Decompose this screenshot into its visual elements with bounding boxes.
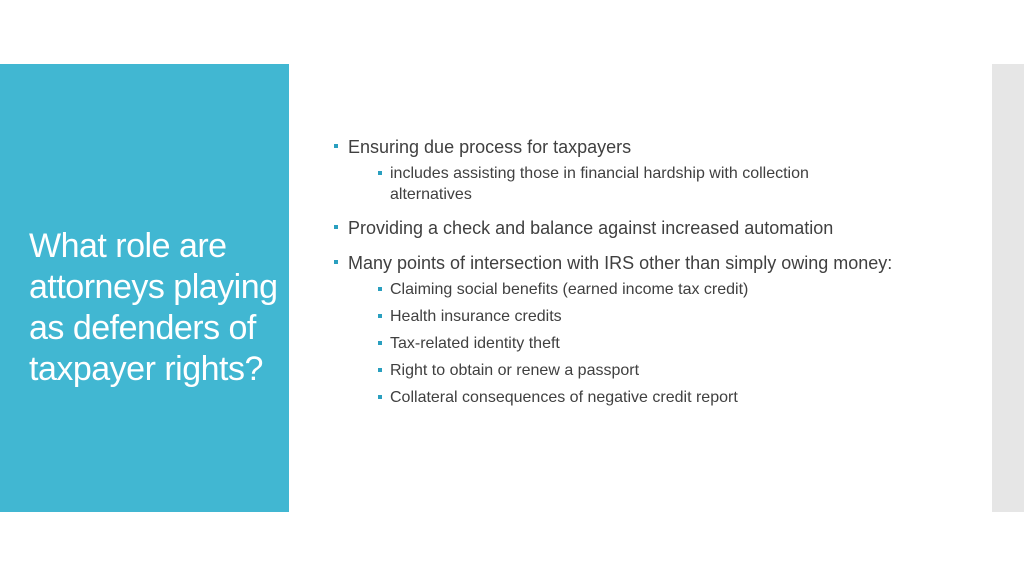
bullet-marker-icon [378, 368, 382, 372]
bullet-marker-icon [334, 260, 338, 264]
bullet-marker-icon [378, 314, 382, 318]
bullet-item [334, 217, 894, 240]
bullet-list [334, 136, 894, 408]
sub-bullet-text: Right to obtain or renew a passport [390, 362, 640, 379]
sub-bullet-text: includes assisting those in financial hardship with collection alternatives [390, 165, 809, 203]
bullet-marker-icon [378, 395, 382, 399]
sub-bullet-list [378, 163, 894, 205]
sub-bullet-text: Health insurance credits [390, 308, 562, 325]
sub-bullet-item [378, 279, 894, 300]
bullet-marker-icon [378, 341, 382, 345]
slide-title: What role are attorneys playing as defenders of taxpayer rights? [29, 227, 278, 388]
bullet-marker-icon [378, 287, 382, 291]
title-panel [0, 64, 289, 512]
sub-bullet-list [378, 279, 894, 408]
bullet-marker-icon [378, 171, 382, 175]
bullet-marker-icon [334, 225, 338, 229]
bullet-marker-icon [334, 144, 338, 148]
sub-bullet-item [378, 360, 894, 381]
sub-bullet-item [378, 306, 894, 327]
sub-bullet-item [378, 163, 894, 205]
sub-bullet-text: Claiming social benefits (earned income tax credit) [390, 281, 749, 298]
bullet-text: Many points of intersection with IRS other than simply owing money: [348, 253, 893, 273]
sub-bullet-item [378, 333, 894, 354]
bullet-text: Ensuring due process for taxpayers [348, 137, 632, 157]
bullet-item [334, 136, 894, 205]
sub-bullet-text: Collateral consequences of negative credit report [390, 389, 738, 406]
sub-bullet-item [378, 387, 894, 408]
bullet-item [334, 252, 894, 408]
sub-bullet-text: Tax-related identity theft [390, 335, 560, 352]
bullet-text: Providing a check and balance against increased automation [348, 218, 834, 238]
slide-content [334, 136, 894, 420]
side-bar [992, 64, 1024, 512]
